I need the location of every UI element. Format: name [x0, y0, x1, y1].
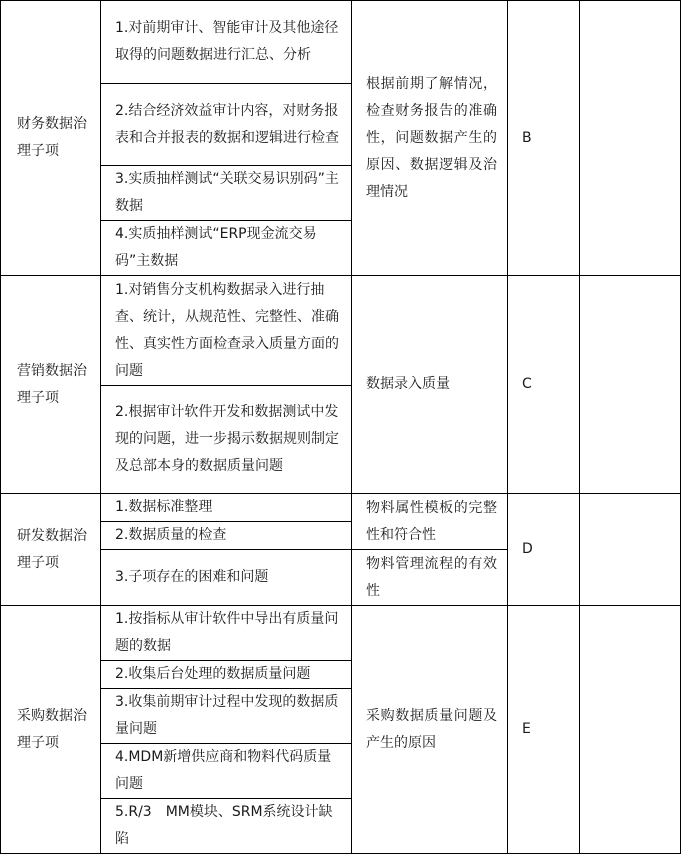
category-cell: 采购数据治理子项 — [1, 606, 101, 854]
table-row — [1, 606, 681, 661]
description-cell: 采购数据质量问题及产生的原因 — [352, 606, 508, 854]
category-cell: 营销数据治理子项 — [1, 276, 101, 494]
description-cell: 根据前期了解情况，检查财务报告的准确性，问题数据产生的原因、数据逻辑及治理情况 — [352, 1, 508, 276]
description-cell: 物料属性模板的完整性和符合性 — [352, 494, 508, 550]
description-cell: 物料管理流程的有效性 — [352, 550, 508, 606]
item-cell: 4.MDM新增供应商和物料代码质量问题 — [101, 744, 352, 799]
item-cell: 2.数据质量的检查 — [101, 522, 352, 550]
item-cell: 1.对前期审计、智能审计及其他途径取得的问题数据进行汇总、分析 — [101, 1, 352, 84]
grade-cell: E — [508, 606, 580, 854]
table-row — [1, 494, 681, 522]
item-cell: 3.实质抽样测试“关联交易识别码”主数据 — [101, 166, 352, 221]
item-cell: 1.按指标从审计软件中导出有质量问题的数据 — [101, 606, 352, 661]
table-row — [1, 1, 681, 84]
grade-cell: B — [508, 1, 580, 276]
grade-cell: C — [508, 276, 580, 494]
item-cell: 2.收集后台处理的数据质量问题 — [101, 661, 352, 689]
empty-cell — [580, 1, 681, 276]
category-cell: 财务数据治理子项 — [1, 1, 101, 276]
item-cell: 1.对销售分支机构数据录入进行抽查、统计，从规范性、完整性、准确性、真实性方面检查录入质量方面的问题 — [101, 276, 352, 386]
item-cell: 2.结合经济效益审计内容，对财务报表和合并报表的数据和逻辑进行检查 — [101, 84, 352, 166]
item-cell: 2.根据审计软件开发和数据测试中发现的问题，进一步揭示数据规则制定及总部本身的数据质量问题 — [101, 386, 352, 494]
item-cell: 3.收集前期审计过程中发现的数据质量问题 — [101, 689, 352, 744]
category-cell: 研发数据治理子项 — [1, 494, 101, 606]
description-cell: 数据录入质量 — [352, 276, 508, 494]
item-cell: 4.实质抽样测试“ERP现金流交易码”主数据 — [101, 221, 352, 276]
item-cell: 3.子项存在的困难和问题 — [101, 550, 352, 606]
empty-cell — [580, 276, 681, 494]
empty-cell — [580, 606, 681, 854]
item-cell: 1.数据标准整理 — [101, 494, 352, 522]
grade-cell: D — [508, 494, 580, 606]
table-row — [1, 276, 681, 386]
item-cell: 5.R/3 MM模块、SRM系统设计缺陷 — [101, 799, 352, 854]
empty-cell — [580, 494, 681, 606]
